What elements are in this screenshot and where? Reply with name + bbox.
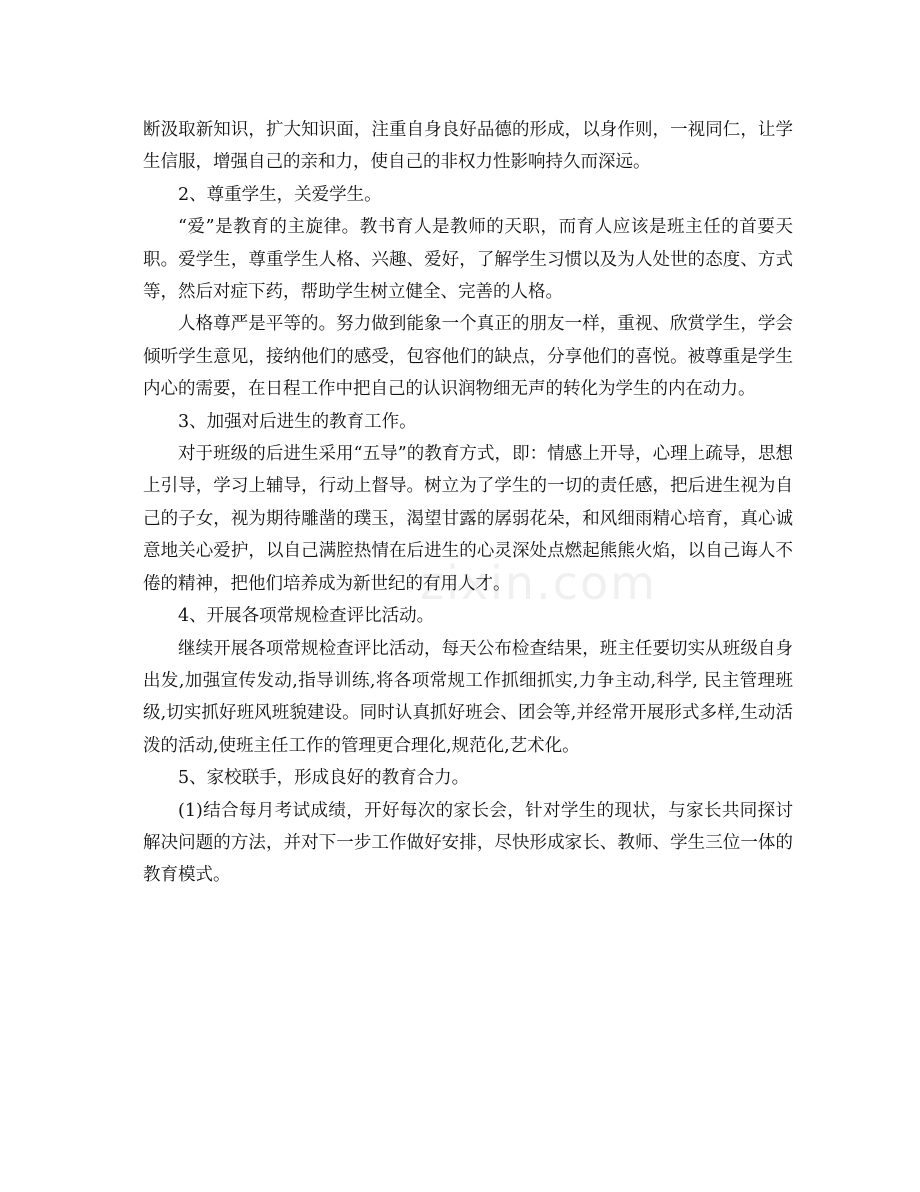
paragraph: 继续开展各项常规检查评比活动，每天公布检查结果，班主任要切实从班级自身出发,加强宣传发动,指导训练,将各项常规工作抓细抓实,力争主动,科学, 民主管理班级,切实抓好班风班貌建设。同时认真抓好班会、团会等,并经常开展形式多样,生动活泼的活动,使班主任工作的管理更合理化,规范化,艺术化。 <box>143 638 793 756</box>
section-heading-4: 4、开展各项常规检查评比活动。 <box>178 606 435 627</box>
paragraph: 断汲取新知识，扩大知识面，注重自身良好品德的形成，以身作则，一视同仁，让学生信服，增强自己的亲和力，使自己的非权力性影响持久而深远。 <box>143 120 793 173</box>
section-heading-2: 2、尊重学生，关爱学生。 <box>178 184 382 205</box>
paragraph: 对于班级的后进生采用“五导”的教育方式，即：情感上开导，心理上疏导，思想上引导，学习上辅导，行动上督导。树立为了学生的一切的责任感，把后进生视为自己的子女，视为期待雕凿的璞玉，渴望甘露的孱弱花朵，和风细雨精心培育，真心诚意地关心爱护，以自己满腔热情在后进生的心灵深处点燃起熊熊火焰，以自己诲人不倦的精神，把他们培养成为新世纪的有用人才。 <box>143 444 793 594</box>
paragraph: 人格尊严是平等的。努力做到能象一个真正的朋友一样，重视、欣赏学生，学会倾听学生意见，接纳他们的感受，包容他们的缺点，分享他们的喜悦。被尊重是学生内心的需要，在日程工作中把自己的认识润物细无声的转化为学生的内在动力。 <box>143 314 793 400</box>
section-heading-5: 5、家校联手，形成良好的教育合力。 <box>178 768 470 789</box>
paragraph: “爱”是教育的主旋律。教书育人是教师的天职，而育人应该是班主任的首要天职。爱学生，尊重学生人格、兴趣、爱好，了解学生习惯以及为人处世的态度、方式等，然后对症下药，帮助学生树立健全、完善的人格。 <box>143 217 793 303</box>
paragraph: (1)结合每月考试成绩，开好每次的家长会，针对学生的现状，与家长共同探讨解决问题的方法，并对下一步工作做好安排，尽快形成家长、教师、学生三位一体的教育模式。 <box>143 800 793 886</box>
section-heading-3: 3、加强对后进生的教育工作。 <box>178 411 417 432</box>
document-body <box>143 114 793 892</box>
watermark: zixin.com <box>420 556 657 610</box>
